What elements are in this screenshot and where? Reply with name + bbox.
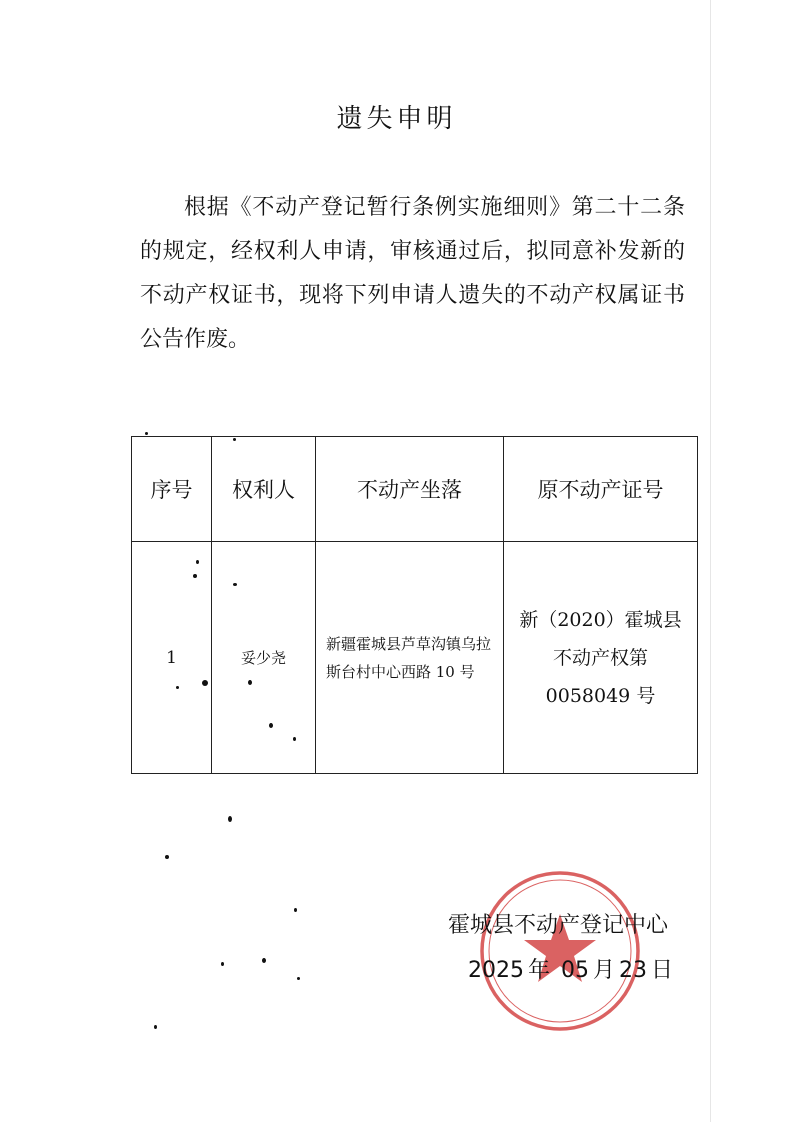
scan-speck <box>228 816 232 822</box>
date-day-unit: 日 <box>651 958 674 983</box>
scan-speck <box>269 723 273 728</box>
date-day: 23 <box>619 958 648 983</box>
date-year-unit: 年 <box>528 958 551 983</box>
issue-date <box>468 953 677 984</box>
table-row <box>132 542 698 774</box>
cell-owner: 妥少尧 <box>212 542 316 774</box>
cell-seq: 1 <box>132 542 212 774</box>
date-month-unit: 月 <box>593 958 616 983</box>
cell-location: 新疆霍城县芦草沟镇乌拉斯台村中心西路 10 号 <box>316 542 504 774</box>
scan-speck <box>193 574 197 578</box>
scan-speck <box>221 962 224 966</box>
header-location: 不动产坐落 <box>316 437 504 542</box>
document-title: 遗失申明 <box>336 104 457 134</box>
date-year: 2025 <box>468 958 524 983</box>
body-paragraph: 根据《不动产登记暂行条例实施细则》第二十二条的规定，经权利人申请，审核通过后，拟同意补发新的不动产权证书，现将下列申请人遗失的不动产权属证书公告作废。 <box>140 195 685 352</box>
official-seal-stamp <box>475 866 648 1036</box>
scan-speck <box>294 908 297 912</box>
header-cert-no: 原不动产证号 <box>504 437 698 542</box>
scan-speck <box>165 855 169 859</box>
scan-speck <box>154 1025 157 1029</box>
header-owner: 权利人 <box>212 437 316 542</box>
date-month: 05 <box>561 958 590 983</box>
scan-speck <box>262 958 266 963</box>
scan-speck <box>145 432 148 435</box>
scan-speck <box>297 977 300 980</box>
records-table <box>131 436 698 774</box>
scan-speck <box>248 680 252 685</box>
cell-cert-no: 新（2020）霍城县不动产权第 0058049 号 <box>504 542 698 774</box>
scan-speck <box>293 737 296 741</box>
issuer-name: 霍城县不动产登记中心 <box>448 913 669 938</box>
table-header-row <box>132 437 698 542</box>
scan-speck <box>196 560 199 564</box>
scan-speck <box>233 583 237 586</box>
scan-speck <box>233 438 236 441</box>
header-seq: 序号 <box>132 437 212 542</box>
scan-speck <box>202 680 208 686</box>
page-edge-line <box>710 0 711 1122</box>
scan-speck <box>176 686 179 689</box>
